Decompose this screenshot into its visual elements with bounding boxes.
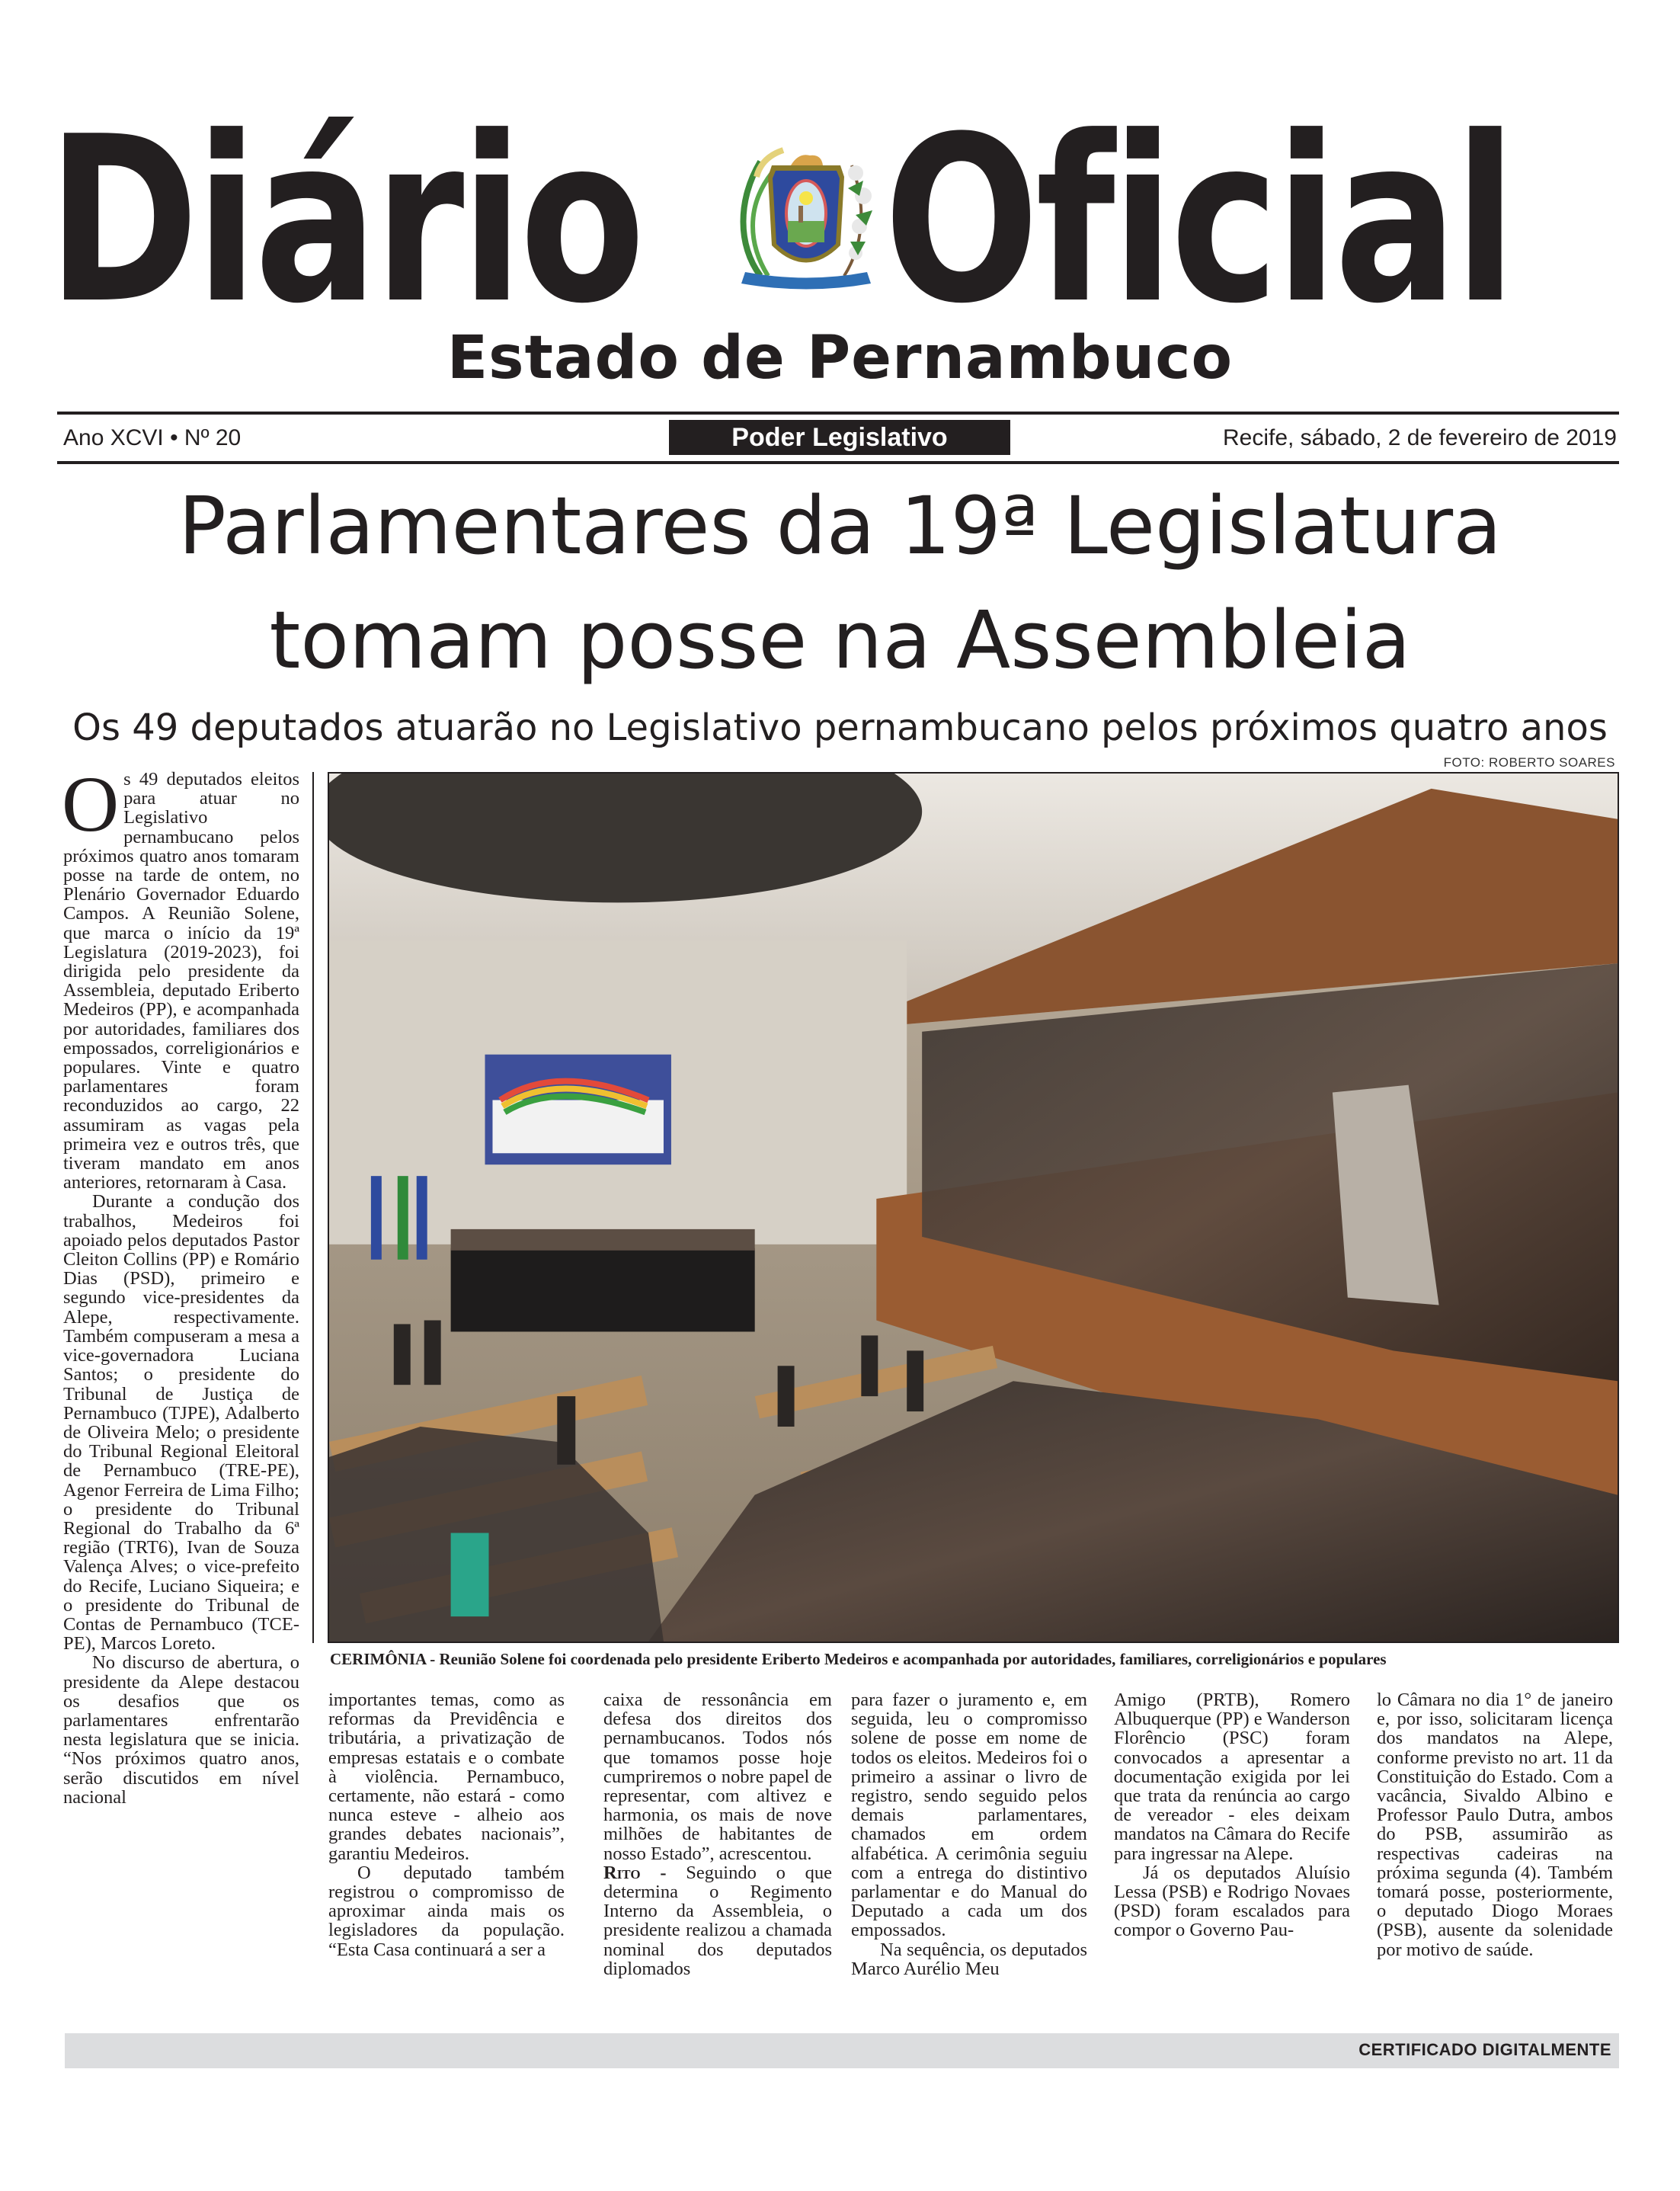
headline-line-2: tomam posse na Assembleia: [269, 594, 1411, 687]
issue-number: Ano XCVI • Nº 20: [63, 425, 242, 450]
paragraph: No discurso de abertura, o presidente da Alepe destacou os desafios que os parlamentares enfrentarão nesta legislatura que se inicia. “Nos próximos quatro anos, serão discutidos em nível nacional: [63, 1652, 299, 1808]
article-column-2: [328, 1690, 565, 1959]
column-divider: [312, 772, 314, 1643]
article-column-5: [1114, 1690, 1350, 1940]
publication-date: Recife, sábado, 2 de fevereiro de 2019: [1222, 425, 1617, 450]
headline-line-1: Parlamentares da 19ª Legislatura: [178, 479, 1502, 572]
section-badge: Poder Legislativo: [669, 420, 1010, 455]
paragraph: Já os deputados Aluísio Lessa (PSB) e Rodrigo Novaes (PSD) foram escalados para compor o Governo Pau-: [1114, 1862, 1350, 1941]
paragraph: Na sequência, os deputados Marco Aurélio Meu: [851, 1939, 1087, 1979]
paragraph: importantes temas, como as reformas da Previdência e tributária, a privatização de empresas estatais e o combate à violência. Pernambuco, certamente, não estará - como nunca esteve - alheio aos grandes debates nacionais”, garantiu Medeiros.: [328, 1690, 565, 1864]
article-column-4: [851, 1690, 1087, 1978]
masthead-state-name: Estado de Pernambuco: [446, 324, 1234, 392]
drop-cap: O: [62, 761, 120, 848]
article-column-3: [603, 1690, 832, 1978]
digital-certification-label: CERTIFICADO DIGITALMENTE: [1358, 2040, 1611, 2059]
paragraph: Amigo (PRTB), Romero Albuquerque (PP) e Wanderson Florêncio (PSC) foram convocados a apresentar a documentação exigida por lei que trata da renúncia ao cargo de vereador - eles deixam mandatos na Câmara do Recife para ingressar na Alepe.: [1114, 1690, 1350, 1864]
paragraph: s 49 deputados eleitos para atuar no Legislativo pernambucano pelos próximos quatro anos tomaram posse na tarde de ontem, no Plenário Governador Eduardo Campos. A Reunião Solene, que marca o início da 19ª Legislatura (2019-2023), foi dirigida pelo presidente da Assembleia, deputado Eriberto Medeiros (PP), e acompanhada por autoridades, familiares dos empossados, correligionários e populares. Vinte e quatro parlamentares foram reconduzidos ao cargo, 22 assumiram as vagas pela primeira vez e outros três, que tiveram mandato em anos anteriores, retornaram à Casa.: [63, 769, 299, 1193]
standfirst: Os 49 deputados atuarão no Legislativo pernambucano pelos próximos quatro anos: [72, 706, 1608, 749]
footer-bar: [65, 2033, 1619, 2068]
caption-label: CERIMÔNIA -: [330, 1650, 436, 1668]
paragraph: Durante a condução dos trabalhos, Medeiros foi apoiado pelos deputados Pastor Cleiton Collins (PP) e Romário Dias (PSD), primeiro e segundo vice-presidentes da Alepe, respectivamente. Também compuseram a mesa a vice-governadora Luciana Santos; o presidente do Tribunal de Justiça de Pernambuco (TJPE), Adalberto de Oliveira Melo; o presidente do Tribunal Regional Eleitoral de Pernambuco (TRE-PE), Agenor Ferreira de Lima Filho; o presidente do Tribunal Regional do Trabalho da 6ª região (TRT6), Ivan de Souza Valença Alves; o vice-prefeito do Recife, Luciano Siqueira; e o presidente do Tribunal de Contas de Pernambuco (TCE-PE), Marcos Loreto.: [63, 1191, 299, 1654]
masthead-top-rule: [57, 412, 1619, 415]
caption-text: Reunião Solene foi coordenada pelo presidente Eriberto Medeiros e acompanhada por autoridades, familiares, correligionários e populares: [435, 1650, 1387, 1668]
photo-credit: FOTO: ROBERTO SOARES: [1443, 755, 1615, 770]
masthead-title-left: Diário: [47, 88, 642, 354]
photo-caption: [330, 1649, 1625, 1669]
plenary-ceremony-photo: [328, 772, 1619, 1643]
paragraph: para fazer o juramento e, em seguida, leu o compromisso solene de posse em nome de todos os eleitos. Medeiros foi o primeiro a assinar o livro de registro, sendo seguido pelos demais parlamentares, chamados em ordem alfabética. A cerimônia seguiu com a entrega do distintivo parlamentar e do Manual do Deputado a cada um dos empossados.: [851, 1690, 1087, 1941]
paragraph: lo Câmara no dia 1° de janeiro e, por isso, solicitaram licença dos mandatos na Alepe, conforme previsto no art. 11 da Constituição do Estado. Com a vacância, Sivaldo Albino e Professor Paulo Dutra, ambos do PSB, assumirão as respectivas cadeiras na próxima segunda (4). Também tomará posse, posteriormente, o deputado Diogo Moraes (PSB), ausente da solenidade por motivo de saúde.: [1377, 1690, 1613, 1960]
masthead-title-right: Oficial: [884, 88, 1513, 354]
article-column-6: [1377, 1690, 1613, 1959]
masthead-bottom-rule: [57, 461, 1619, 464]
subhead-rito: Rito -: [603, 1862, 667, 1883]
paragraph: O deputado também registrou o compromisso de aproximar ainda mais os legisladores da população. “Esta Casa continuará a ser a: [328, 1862, 565, 1960]
article-column-1: [62, 761, 299, 1808]
paragraph: Seguindo o que determina o Regimento Interno da Assembleia, o presidente realizou a chamada nominal dos deputados diplomados: [603, 1862, 832, 1979]
coat-of-arms-icon: [715, 131, 898, 299]
paragraph: caixa de ressonância em defesa dos direitos dos pernambucanos. Todos nós que tomamos posse hoje cumpriremos o nobre papel de representar, com altivez e harmonia, os mais de nove milhões de habitantes de nosso Estado”, acrescentou.: [603, 1690, 832, 1864]
